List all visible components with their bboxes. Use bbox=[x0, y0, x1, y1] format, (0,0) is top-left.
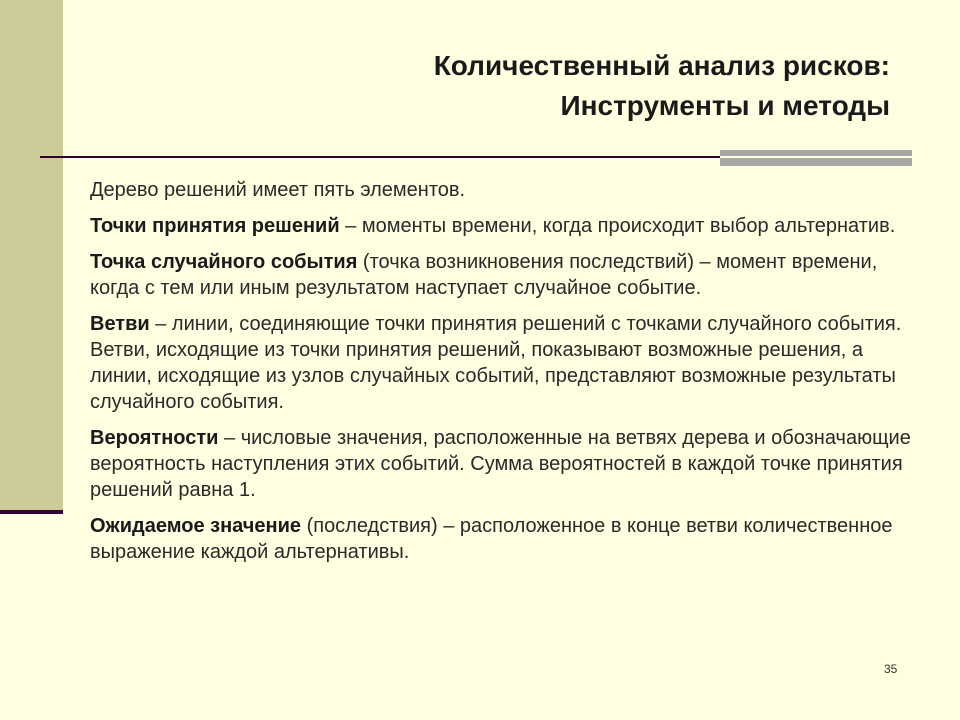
item-text: – числовые значения, расположенные на ветвях дерева и обозначающие вероятность наступления этих событий. Сумма вероятностей в каждой точке принятия решений равна 1. bbox=[90, 427, 911, 501]
title-rule-accent-gap bbox=[720, 156, 912, 158]
title-line-1: Количественный анализ рисков: bbox=[433, 50, 890, 81]
list-item bbox=[90, 513, 930, 565]
item-term: Точка случайного события bbox=[90, 251, 358, 273]
item-text: (точка возникновения последствий) – момент времени, когда с тем или иным результатом наступает случайное событие. bbox=[90, 251, 878, 299]
slide-body bbox=[90, 177, 930, 575]
page-number: 35 bbox=[884, 662, 898, 676]
item-term: Точки принятия решений bbox=[90, 215, 340, 237]
title-rule-accent bbox=[720, 150, 912, 166]
title-line-2: Инструменты и методы bbox=[560, 90, 890, 121]
intro-text: Дерево решений имеет пять элементов. bbox=[90, 179, 466, 201]
item-text: – линии, соединяющие точки принятия решений с точками случайного события. Ветви, исходящие из точки принятия решений, показывают возможные решения, а линии, исходящие из узлов случайных событий, представляют возможные результаты случайного события. bbox=[90, 313, 902, 413]
list-item bbox=[90, 425, 930, 503]
item-term: Вероятности bbox=[90, 427, 219, 449]
item-term: Ожидаемое значение bbox=[90, 515, 302, 537]
slide-title bbox=[434, 46, 890, 126]
list-item bbox=[90, 213, 930, 239]
item-term: Ветви bbox=[90, 313, 150, 335]
list-item bbox=[90, 249, 930, 301]
side-band bbox=[0, 0, 63, 512]
item-text: (последствия) – расположенное в конце ветви количественное выражение каждой альтернативы. bbox=[90, 515, 893, 563]
side-band-divider bbox=[0, 510, 63, 514]
item-text: – моменты времени, когда происходит выбор альтернатив. bbox=[339, 215, 896, 237]
list-item bbox=[90, 311, 930, 415]
